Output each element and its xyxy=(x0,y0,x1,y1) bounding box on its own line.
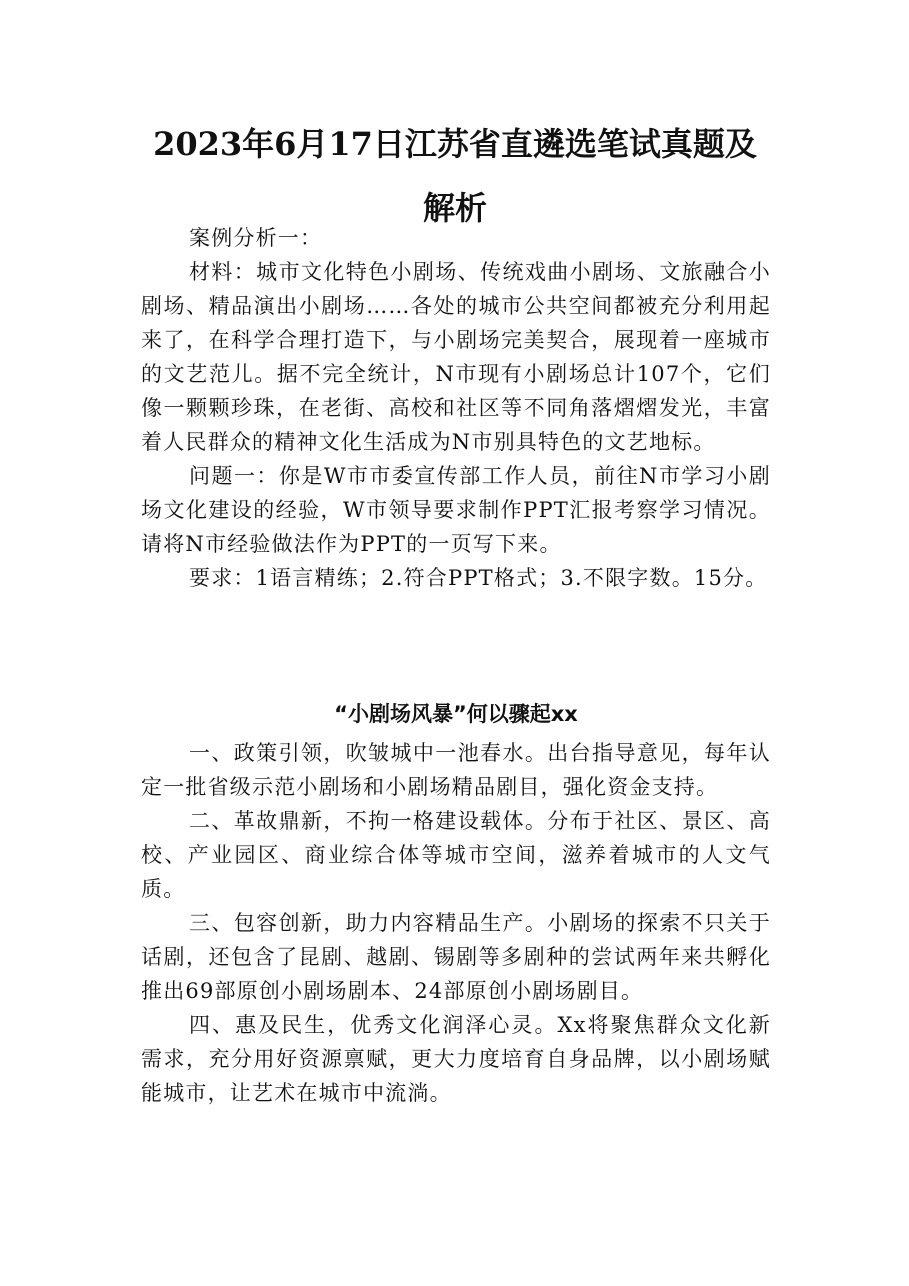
case-analysis-section xyxy=(141,221,771,595)
document-title-line-2: 解析 xyxy=(422,189,487,227)
section-heading: 案例分析一： xyxy=(189,226,323,250)
answer-section xyxy=(141,736,771,1110)
requirement-paragraph: 要求：1语言精练；2.符合PPT格式；3.不限字数。15分。 xyxy=(189,566,768,590)
answer-point: 一、政策引领，吹皱城中一池春水。出台指导意见，每年认定一批省级示范小剧场和小剧场精品剧目，强化资金支持。 xyxy=(141,741,771,799)
answer-point: 四、惠及民生，优秀文化润泽心灵。Xx将聚焦群众文化新需求，充分用好资源禀赋，更大力度培育自身品牌，以小剧场赋能城市，让艺术在城市中流淌。 xyxy=(141,1013,771,1105)
material-paragraph: 材料：城市文化特色小剧场、传统戏曲小剧场、文旅融合小剧场、精品演出小剧场……各处的城市公共空间都被充分利用起来了，在科学合理打造下，与小剧场完美契合，展现着一座城市的文艺范儿。据不完全统计，N市现有小剧场总计107个，它们像一颗颗珍珠，在老街、高校和社区等不同角落熠熠发光，丰富着人民群众的精神文化生活成为N市别具特色的文艺地标。 xyxy=(141,260,771,454)
answer-point: 三、包容创新，助力内容精品生产。小剧场的探索不只关于话剧，还包含了昆剧、越剧、锡剧等多剧种的尝试两年来共孵化推出69部原创小剧场剧本、24部原创小剧场剧目。 xyxy=(141,911,771,1003)
answer-subtitle: “小剧场风暴”何以骤起xx xyxy=(334,702,578,726)
question-paragraph: 问题一：你是W市市委宣传部工作人员，前往N市学习小剧场文化建设的经验，W市领导要求制作PPT汇报考察学习情况。请将N市经验做法作为PPT的一页写下来。 xyxy=(141,464,771,556)
answer-point: 二、革故鼎新，不拘一格建设载体。分布于社区、景区、高校、产业园区、商业综合体等城市空间，滋养着城市的人文气质。 xyxy=(141,809,771,901)
document-title-line-1: 2023年6月17日江苏省直遴选笔试真题及 xyxy=(153,125,757,163)
